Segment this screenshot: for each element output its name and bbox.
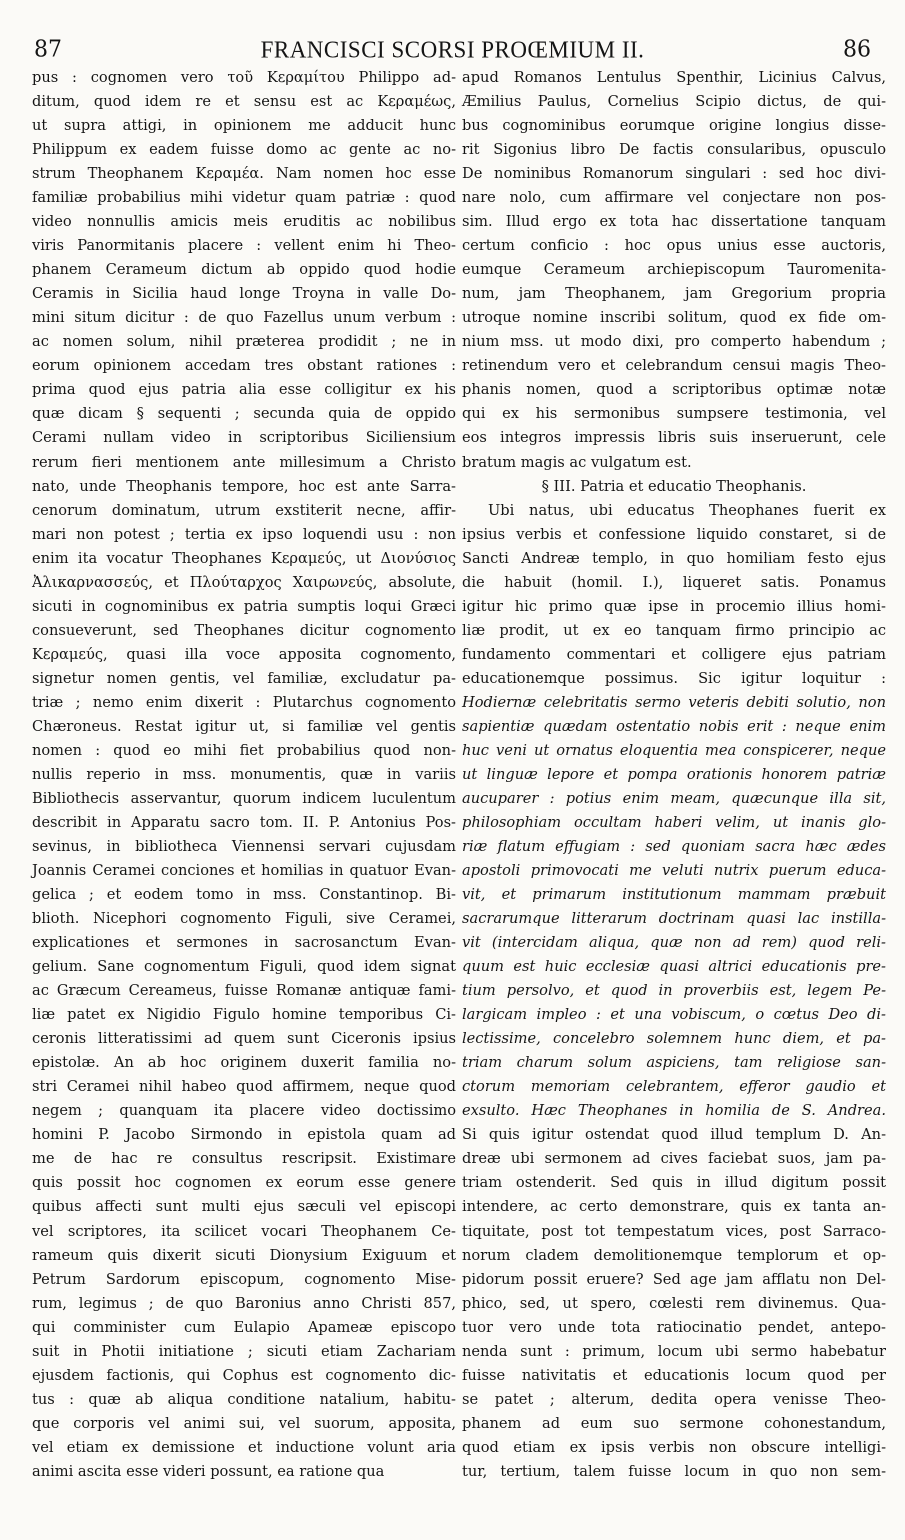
text-line: tuor vero unde tota ratiocinatio pendet, antepo- (462, 1318, 886, 1336)
text-line: Ceramis in Sicilia haud longe Troyna in valle Do- (32, 285, 456, 303)
text-line: familiæ probabilius mihi videtur quam patriæ : quod (32, 189, 456, 207)
text-line: quum est huic ecclesiæ quasi altrici educationis pre- (462, 958, 886, 976)
text-line: signetur nomen gentis, vel familiæ, excludatur pa- (32, 669, 456, 687)
text-line: sacrarumque litterarum doctrinam quasi lac instilla- (462, 910, 886, 928)
text-line: igitur hic primo quæ ipse in procemio illius homi- (462, 597, 886, 615)
text-line: certum conficio : hoc opus unius esse auctoris, (462, 237, 886, 255)
text-line: Chæroneus. Restat igitur ut, si familiæ vel gentis (32, 717, 456, 735)
text-line: stri Ceramei nihil habeo quod affirmem, neque quod (32, 1078, 456, 1096)
text-line: rameum quis dixerit sicuti Dionysium Exiguum et (32, 1246, 456, 1264)
text-line: liæ patet ex Nigidio Figulo homine temporibus Ci- (32, 1006, 456, 1024)
text-line: phanis nomen, quod a scriptoribus optimæ notæ (462, 381, 886, 399)
text-line: bus cognominibus eorumque origine longius disse- (462, 117, 886, 135)
text-line: intendere, ac certo demonstrare, quis ex tanta an- (462, 1198, 886, 1216)
text-line: prima quod ejus patria alia esse colligitur ex his (32, 381, 456, 399)
text-line: De nominibus Romanorum singulari : sed hoc divi- (462, 165, 886, 183)
page-number-right: 86 (843, 36, 871, 63)
text-line: cenorum dominatum, utrum exstiterit necne, affir- (32, 501, 456, 519)
right-text-column (462, 66, 886, 1484)
text-line: riæ flatum effugiam : sed quoniam sacra hæc ædes (462, 838, 886, 855)
text-line: consueverunt, sed Theophanes dicitur cognomento (32, 621, 456, 639)
text-line: educationemque possimus. Sic igitur loquitur : (462, 669, 886, 687)
text-line: Æmilius Paulus, Cornelius Scipio dictus, de qui- (462, 93, 886, 111)
text-line: vit (intercidam aliqua, quæ non ad rem) quod reli- (462, 934, 886, 952)
text-line: retinendum vero et celebrandum censui magis Theo- (462, 357, 886, 375)
text-line: philosophiam occultam haberi velim, ut inanis glo- (462, 813, 886, 831)
text-line: describit in Apparatu sacro tom. II. P. Antonius Pos- (32, 813, 456, 831)
text-line: num, jam Theophanem, jam Gregorium propria (462, 285, 886, 303)
text-line: negem ; quanquam ita placere video doctissimo (32, 1102, 456, 1120)
text-line: ut linguæ lepore et pompa orationis honorem patriæ (462, 765, 886, 783)
text-line: lectissime, concelebro solemnem hunc diem, et pa- (462, 1030, 886, 1048)
text-line: strum Theophanem Κεραμέα. Nam nomen hoc esse (32, 165, 456, 183)
text-line: Sancti Andreæ templo, in quo homiliam festo ejus (462, 549, 886, 567)
text-line: ditum, quod idem re et sensu est ac Κεραμέως, (32, 93, 456, 111)
text-line: apud Romanos Lentulus Spenthir, Licinius Calvus, (462, 69, 886, 86)
text-line: explicationes et sermones in sacrosanctum Evan- (32, 934, 456, 952)
text-line: quæ dicam § sequenti ; secunda quia de oppido (32, 405, 456, 423)
text-line: ejusdem factionis, qui Cophus est cognomento dic- (32, 1366, 456, 1384)
text-line: Petrum Sardorum episcopum, cognomento Mise- (32, 1270, 456, 1288)
text-line: Κεραμεύς, quasi illa voce apposita cognomento, (32, 645, 456, 663)
text-line: nomen : quod eo mihi fiet probabilius quod non- (32, 741, 456, 759)
text-line: mari non potest ; tertia ex ipso loquendi usu : non (32, 525, 456, 543)
text-line: mini situm dicitur : de quo Fazellus unum verbum : (32, 309, 456, 327)
text-line: rerum fieri mentionem ante millesimum a Christo (32, 453, 456, 471)
text-line: die habuit (homil. I.), liqueret satis. Ponamus (462, 573, 886, 591)
text-line: sevinus, in bibliotheca Viennensi servari cujusdam (32, 838, 456, 855)
text-line: apostoli primovocati me veluti nutrix puerum educa- (462, 862, 886, 880)
text-line: norum cladem demolitionemque templorum et op- (462, 1246, 886, 1264)
text-line: ceronis litteratissimi ad quem sunt Ciceronis ipsius (32, 1030, 456, 1048)
text-line: ac Græcum Cereameus, fuisse Romanæ antiquæ fami- (32, 982, 456, 1000)
text-line: blioth. Nicephori cognomento Figuli, sive Ceramei, (32, 910, 456, 928)
text-line: quibus affecti sunt multi ejus sæculi vel episcopi (32, 1198, 456, 1216)
text-line: sicuti in cognominibus ex patria sumptis loqui Græci (32, 597, 456, 615)
running-title: FRANCISCI SCORSI PROŒMIUM II. (260, 36, 645, 63)
text-line: Bibliothecis asservantur, quorum indicem luculentum (32, 789, 456, 807)
text-line: epistolæ. An ab hoc originem duxerit familia no- (32, 1054, 456, 1072)
text-line: Ἀλικαρνασσεύς, et Πλούταρχος Χαιρωνεύς, absolute, (32, 573, 456, 591)
text-line: eumque Cerameum archiepiscopum Tauromenita- (462, 261, 886, 279)
text-line: tiquitate, post tot tempestatum vices, post Sarraco- (462, 1222, 886, 1240)
text-line: enim ita vocatur Theophanes Κεραμεύς, ut Διονύσιος (32, 549, 456, 567)
text-line: pidorum possit eruere? Sed age jam afflatu non Del- (462, 1270, 886, 1288)
text-line: liæ prodit, ut ex eo tanquam firmo principio ac (462, 621, 886, 639)
text-line: nenda sunt : primum, locum ubi sermo habebatur (462, 1342, 886, 1360)
text-line: tium persolvo, et quod in proverbiis est, legem Pe- (462, 982, 886, 1000)
text-line: qui comminister cum Eulapio Apameæ episcopo (32, 1318, 456, 1336)
text-line: ctorum memoriam celebrantem, efferor gaudio et (462, 1078, 886, 1096)
text-line: Hodiernæ celebritatis sermo veteris debiti solutio, non (462, 693, 886, 711)
text-line: Cerami nullam video in scriptoribus Siciliensium (32, 429, 456, 447)
text-line: exsulto. Hæc Theophanes in homilia de S. Andrea. (462, 1102, 886, 1120)
text-line: eos integros impressis libris suis inseruerunt, cele (462, 429, 886, 447)
text-line: Philippum ex eadem fuisse domo ac gente ac no- (32, 141, 456, 159)
text-line: triam charum solum aspiciens, tam religiose san- (462, 1054, 886, 1072)
text-line: ut supra attigi, in opinionem me adducit hunc (32, 117, 456, 135)
text-line: ac nomen solum, nihil præterea prodidit ; ne in (32, 333, 456, 351)
text-line: viris Panormitanis placere : vellent enim hi Theo- (32, 237, 456, 255)
text-line: homini P. Jacobo Sirmondo in epistola quam ad (32, 1126, 456, 1144)
text-line: § III. Patria et educatio Theophanis. (541, 477, 807, 495)
text-line: vel scriptores, ita scilicet vocari Theophanem Ce- (32, 1222, 456, 1240)
running-header (34, 36, 871, 66)
text-line: dreæ ubi sermonem ad cives faciebat suos, jam pa- (462, 1150, 886, 1168)
text-line: largicam impleo : et una vobiscum, o cœtus Deo di- (462, 1006, 886, 1024)
text-line: se patet ; alterum, dedita opera venisse Theo- (462, 1390, 886, 1408)
text-line: triam ostenderit. Sed quis in illud digitum possit (462, 1174, 886, 1192)
text-line: sim. Illud ergo ex tota hac dissertatione tanquam (462, 213, 886, 231)
text-line: nato, unde Theophanis tempore, hoc est ante Sarra- (32, 477, 456, 495)
text-line: bratum magis ac vulgatum est. (462, 453, 692, 471)
text-line: vit, et primarum institutionum mammam præbuit (462, 886, 886, 904)
text-line: tur, tertium, talem fuisse locum in quo non sem- (462, 1462, 886, 1480)
text-line: tus : quæ ab aliqua conditione natalium, habitu- (32, 1390, 456, 1408)
text-line: triæ ; nemo enim dixerit : Plutarchus cognomento (32, 693, 456, 711)
text-line: huc veni ut ornatus eloquentia mea conspicerer, neque (462, 741, 886, 759)
text-line: pus : cognomen vero τοῦ Κεραμίτου Philippo ad- (32, 69, 456, 86)
text-line: phico, sed, ut spero, cœlesti rem divinemus. Qua- (462, 1294, 886, 1312)
text-line: ipsius verbis et confessione liquido constaret, si de (462, 525, 886, 543)
text-line: fuisse nativitatis et educationis locum quod per (462, 1366, 886, 1384)
page-number-left: 87 (34, 36, 62, 63)
text-line: sapientiæ quædam ostentatio nobis erit : neque enim (462, 717, 886, 735)
text-line: aucuparer : potius enim meam, quæcunque illa sit, (462, 789, 886, 807)
text-line: eorum opinionem accedam tres obstant rationes : (32, 357, 456, 375)
text-line: qui ex his sermonibus sumpsere testimonia, vel (462, 405, 886, 423)
text-line: Ubi natus, ubi educatus Theophanes fuerit ex (488, 501, 886, 519)
text-line: phanem ad eum suo sermone cohonestandum, (462, 1414, 886, 1432)
text-line: phanem Cerameum dictum ab oppido quod hodie (32, 261, 456, 279)
text-line: me de hac re consultus rescripsit. Existimare (32, 1150, 456, 1168)
text-line: nium mss. ut modo dixi, pro comperto habendum ; (462, 333, 886, 351)
text-line: gelica ; et eodem tomo in mss. Constantinop. Bi- (32, 886, 456, 904)
left-text-column (32, 66, 456, 1484)
text-line: video nonnullis amicis meis eruditis ac nobilibus (32, 213, 456, 231)
text-line: nare nolo, cum affirmare vel conjectare non pos- (462, 189, 886, 207)
text-line: animi ascita esse videri possunt, ea ratione qua (32, 1462, 385, 1480)
text-line: suit in Photii initiatione ; sicuti etiam Zachariam (32, 1342, 456, 1360)
text-line: utroque nomine inscribi solitum, quod ex fide om- (462, 309, 886, 327)
text-line: Si quis igitur ostendat quod illud templum D. An- (462, 1126, 886, 1144)
text-line: que corporis vel animi sui, vel suorum, apposita, (32, 1414, 456, 1432)
text-line: quis possit hoc cognomen ex eorum esse genere (32, 1174, 456, 1192)
text-line: gelium. Sane cognomentum Figuli, quod idem signat (32, 958, 456, 976)
text-line: quod etiam ex ipsis verbis non obscure intelligi- (462, 1438, 886, 1456)
text-line: Joannis Ceramei conciones et homilias in quatuor Evan- (32, 862, 456, 880)
text-line: fundamento commentari et colligere ejus patriam (462, 645, 886, 663)
text-line: rum, legimus ; de quo Baronius anno Christi 857, (32, 1294, 456, 1312)
text-line: vel etiam ex demissione et inductione volunt aria (32, 1438, 456, 1456)
text-line: nullis reperio in mss. monumentis, quæ in variis (32, 765, 456, 783)
text-line: rit Sigonius libro De factis consularibus, opusculo (462, 141, 886, 159)
